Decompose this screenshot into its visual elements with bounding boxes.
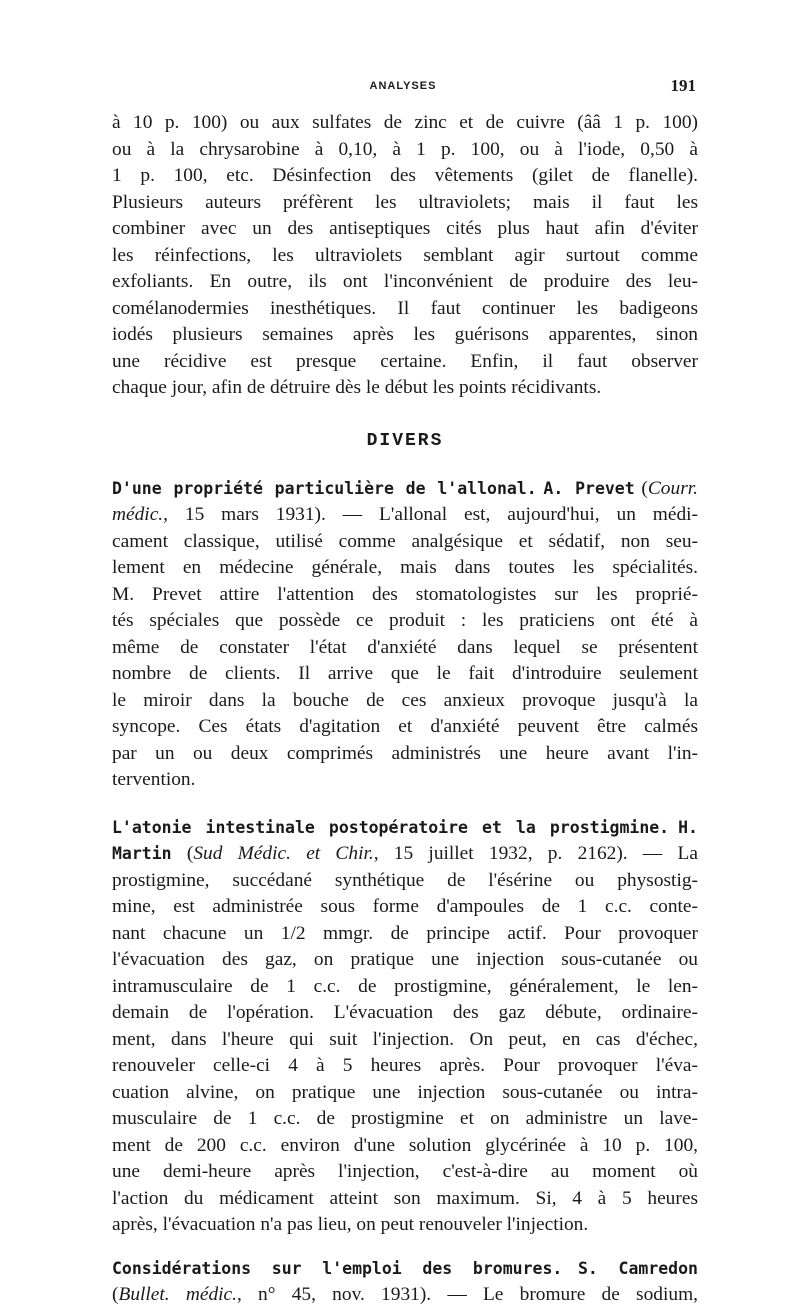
text-line: chaque jour, afin de détruire dès le début les points récidivants. xyxy=(112,377,602,398)
intro-paragraph xyxy=(112,110,698,402)
journal-name: Bullet. médic. xyxy=(118,1284,237,1305)
page-number: 191 xyxy=(670,76,696,95)
text-line: les réinfections, les ultraviolets semblant agir surtout comme xyxy=(112,244,698,266)
text-line: prostigmine, succédané synthétique de l'ésérine ou physostig- xyxy=(112,869,698,891)
article-title: D'une propriété particulière de l'allonal. xyxy=(112,478,537,498)
text-line: mine, est administrée sous forme d'ampoules de 1 c.c. conte- xyxy=(112,896,698,917)
text-line: même de constater l'état d'anxiété dans lequel se présentent xyxy=(112,636,698,658)
article-bromures xyxy=(112,1256,698,1309)
text-line: une demi-heure après l'injection, c'est-à-dire au moment où xyxy=(112,1161,698,1182)
source-open: ( xyxy=(641,477,648,499)
text-line: l'évacuation des gaz, on pratique une injection sous-cutanée ou xyxy=(112,949,698,970)
text-line xyxy=(112,841,698,868)
article-prostigmine xyxy=(112,815,698,1239)
journal-name-cont: médic. xyxy=(112,504,164,525)
text-line: comélanodermies inesthétiques. Il faut continuer les badigeons xyxy=(112,297,698,319)
article-header-line xyxy=(112,1256,698,1283)
article-allonal xyxy=(112,476,698,794)
running-header xyxy=(110,76,696,100)
text-line xyxy=(112,1282,698,1309)
text-line: ment de 200 c.c. environ d'une solution glycérinée à 10 p. 100, xyxy=(112,1134,698,1156)
text-line: intramusculaire de 1 c.c. de prostigmine, généralement, le len- xyxy=(112,975,698,997)
source-open: ( xyxy=(112,1284,119,1305)
text-line xyxy=(112,502,698,529)
source-open: ( xyxy=(186,843,194,864)
article-author: Martin xyxy=(112,844,172,863)
article-header-line xyxy=(112,815,698,842)
citation-rest: , 15 mars 1931). — L'allonal est, aujourd'hui, un médi- xyxy=(163,504,698,525)
journal-name: Sud Médic. et Chir. xyxy=(193,843,374,864)
text-line: une récidive est presque certaine. Enfin, il faut observer xyxy=(112,350,698,372)
citation-rest: , n° 45, nov. 1931). — Le bromure de sodium, xyxy=(237,1284,698,1305)
text-line: ment, dans l'heure qui suit l'injection. On peut, en cas d'échec, xyxy=(112,1028,698,1050)
author-initial: H. xyxy=(678,817,698,837)
text-line: exfoliants. En outre, ils ont l'inconvénient de produire des leu- xyxy=(112,271,698,292)
text-line: 1 p. 100, etc. Désinfection des vêtements (gilet de flanelle). xyxy=(112,165,698,186)
article-author: A. Prevet xyxy=(543,478,635,498)
text-line: cament classique, utilisé comme analgésique et sédatif, non seu- xyxy=(112,530,698,552)
text-line: le miroir dans la bouche de ces anxieux provoque jusqu'à la xyxy=(112,689,698,711)
text-line: M. Prevet attire l'attention des stomatologistes sur les proprié- xyxy=(112,583,698,605)
text-line: combiner avec un des antiseptiques cités plus haut afin d'éviter xyxy=(112,218,698,239)
text-line: par un ou deux comprimés administrés une heure avant l'in- xyxy=(112,742,698,764)
article-author: S. Camredon xyxy=(577,1258,698,1278)
body-text xyxy=(112,110,698,1309)
text-line: Plusieurs auteurs préfèrent les ultraviolets; mais il faut les xyxy=(112,191,698,213)
running-title: ANALYSES xyxy=(369,80,437,92)
text-line: renouveler celle-ci 4 à 5 heures après. Pour provoquer l'éva- xyxy=(112,1055,698,1076)
section-title: DIVERS xyxy=(366,430,444,451)
text-line: l'action du médicament atteint son maximum. Si, 4 à 5 heures xyxy=(112,1187,698,1209)
paragraph-gap xyxy=(112,1239,698,1256)
text-line: syncope. Ces états d'agitation et d'anxiété peuvent être calmés xyxy=(112,716,698,737)
text-line: nombre de clients. Il arrive que le fait d'introduire seulement xyxy=(112,663,698,684)
article-title: L'atonie intestinale postopératoire et la prostigmine. xyxy=(112,817,670,837)
text-line: à 10 p. 100) ou aux sulfates de zinc et de cuivre (ââ 1 p. 100) xyxy=(112,112,698,133)
article-header-line xyxy=(112,476,698,503)
text-line: après, l'évacuation n'a pas lieu, on peut renouveler l'injection. xyxy=(112,1214,589,1235)
text-line: musculaire de 1 c.c. de prostigmine et on administre un lave- xyxy=(112,1108,698,1129)
text-line: demain de l'opération. L'évacuation des gaz débute, ordinaire- xyxy=(112,1002,698,1023)
journal-name: Courr. xyxy=(647,477,698,499)
citation-rest: , 15 juillet 1932, p. 2162). — La xyxy=(373,843,698,864)
text-line: nant chacune un 1/2 mmgr. de principe actif. Pour provoquer xyxy=(112,922,698,944)
text-line: lement en médecine générale, mais dans toutes les spécialités. xyxy=(112,557,698,578)
text-line: ou à la chrysarobine à 0,10, à 1 p. 100, ou à l'iode, 0,50 à xyxy=(112,138,698,160)
text-line: tés spéciales que possède ce produit : les praticiens ont été à xyxy=(112,610,698,631)
text-line: iodés plusieurs semaines après les guérisons apparentes, sinon xyxy=(112,324,698,345)
paragraph-gap xyxy=(112,794,698,815)
text-line: cuation alvine, on pratique une injection sous-cutanée ou intra- xyxy=(112,1081,698,1103)
article-title: Considérations sur l'emploi des bromures. xyxy=(112,1258,563,1278)
text-line: tervention. xyxy=(112,769,196,790)
